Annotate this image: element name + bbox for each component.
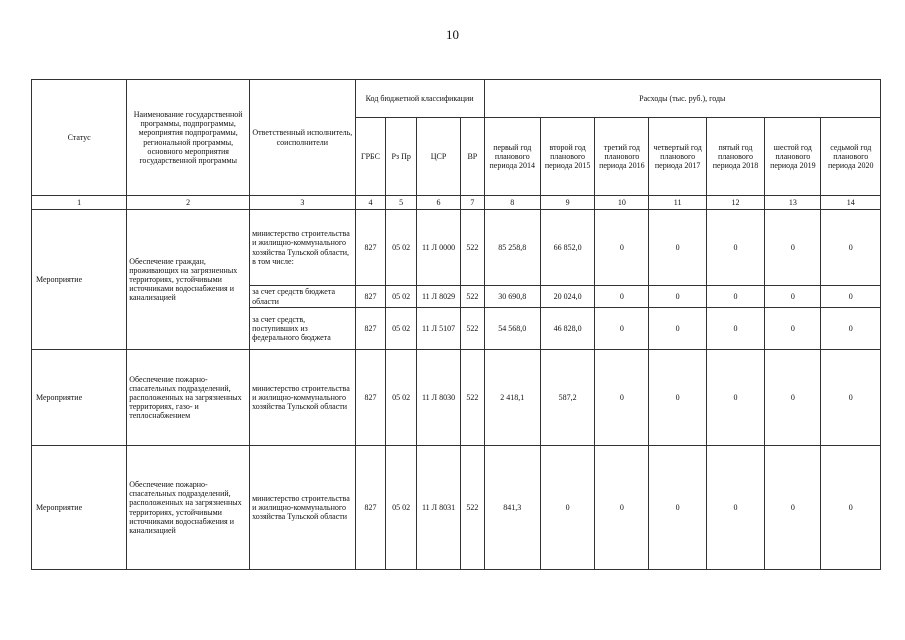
vr-cell: 522 [461,308,485,350]
grbs-cell: 827 [355,286,386,308]
header-expenses: Расходы (тыс. руб.), годы [484,80,880,118]
column-number-row [32,196,881,210]
grbs-cell: 827 [355,446,386,570]
grbs-cell: 827 [355,210,386,286]
column-number: 7 [461,196,485,210]
value-cell: 0 [821,446,881,570]
rzpr-cell: 05 02 [386,210,417,286]
vr-cell: 522 [461,286,485,308]
value-cell: 20 024,0 [540,286,594,308]
value-cell: 0 [706,210,764,286]
value-cell: 0 [595,446,649,570]
table-row [32,350,881,446]
value-cell: 0 [821,308,881,350]
value-cell: 0 [706,308,764,350]
value-cell: 46 828,0 [540,308,594,350]
value-cell: 0 [595,210,649,286]
value-cell: 0 [649,210,706,286]
table-row [32,446,881,570]
header-grbs: ГРБС [355,118,386,196]
column-number: 10 [595,196,649,210]
value-cell: 0 [595,308,649,350]
value-cell: 0 [765,308,821,350]
value-cell: 0 [821,286,881,308]
column-number: 1 [32,196,127,210]
csr-cell: 11 Л 8030 [417,350,461,446]
column-number: 14 [821,196,881,210]
measure-name: Обеспечение пожарно-спасательных подразделений, расположенных на загрязненных территориях, газо- и теплоснабжением [127,350,250,446]
responsible-cell: министерство строительства и жилищно-коммунального хозяйства Тульской области, в том числе: [250,210,355,286]
column-number: 4 [355,196,386,210]
column-number: 5 [386,196,417,210]
column-number: 8 [484,196,540,210]
responsible-cell: за счет средств, поступивших из федерального бюджета [250,308,355,350]
rzpr-cell: 05 02 [386,446,417,570]
column-number: 11 [649,196,706,210]
vr-cell: 522 [461,350,485,446]
column-number: 13 [765,196,821,210]
value-cell: 0 [649,286,706,308]
rzpr-cell: 05 02 [386,286,417,308]
header-rzpr: Рз Пр [386,118,417,196]
header-year: третий год планового периода 2016 [595,118,649,196]
value-cell: 0 [540,446,594,570]
measure-name: Обеспечение пожарно-спасательных подразделений, расположенных на загрязненных территориях, устойчивыми источниками водоснабжения и канализацией [127,446,250,570]
value-cell: 2 418,1 [484,350,540,446]
header-year: первый год планового периода 2014 [484,118,540,196]
column-number: 12 [706,196,764,210]
csr-cell: 11 Л 8029 [417,286,461,308]
rzpr-cell: 05 02 [386,350,417,446]
value-cell: 0 [706,286,764,308]
value-cell: 0 [765,350,821,446]
vr-cell: 522 [461,446,485,570]
grbs-cell: 827 [355,308,386,350]
value-cell: 0 [595,350,649,446]
header-year: седьмой год планового периода 2020 [821,118,881,196]
value-cell: 0 [765,286,821,308]
page-number: 10 [446,27,459,42]
value-cell: 0 [649,308,706,350]
budget-table [31,79,881,570]
column-number: 6 [417,196,461,210]
status-cell: Мероприятие [32,350,127,446]
value-cell: 0 [765,210,821,286]
table-row [32,210,881,286]
value-cell: 0 [595,286,649,308]
header-csr: ЦСР [417,118,461,196]
status-cell: Мероприятие [32,210,127,350]
value-cell: 0 [706,350,764,446]
column-number: 3 [250,196,355,210]
value-cell: 0 [649,350,706,446]
header-name: Наименование государственной программы, подпрограммы, мероприятия подпрограммы, региональной программы, основного мероприятия государственной программы [127,80,250,196]
measure-name: Обеспечение граждан, проживающих на загрязненных территориях, устойчивыми источниками водоснабжения и канализацией [127,210,250,350]
header-budget-code: Код бюджетной классификации [355,80,484,118]
value-cell: 0 [821,210,881,286]
header-year: пятый год планового периода 2018 [706,118,764,196]
header-status: Статус [32,80,127,196]
column-number: 9 [540,196,594,210]
column-number: 2 [127,196,250,210]
rzpr-cell: 05 02 [386,308,417,350]
vr-cell: 522 [461,210,485,286]
header-year: второй год планового периода 2015 [540,118,594,196]
grbs-cell: 827 [355,350,386,446]
header-year: шестой год планового периода 2019 [765,118,821,196]
header-year: четвертый год планового периода 2017 [649,118,706,196]
csr-cell: 11 Л 8031 [417,446,461,570]
value-cell: 85 258,8 [484,210,540,286]
csr-cell: 11 Л 0000 [417,210,461,286]
csr-cell: 11 Л 5107 [417,308,461,350]
responsible-cell: министерство строительства и жилищно-коммунального хозяйства Тульской области [250,446,355,570]
responsible-cell: за счет средств бюджета области [250,286,355,308]
value-cell: 0 [821,350,881,446]
header-responsible: Ответственный исполнитель, соисполнители [250,80,355,196]
responsible-cell: министерство строительства и жилищно-коммунального хозяйства Тульской области [250,350,355,446]
value-cell: 66 852,0 [540,210,594,286]
status-cell: Мероприятие [32,446,127,570]
value-cell: 30 690,8 [484,286,540,308]
value-cell: 841,3 [484,446,540,570]
value-cell: 587,2 [540,350,594,446]
value-cell: 0 [706,446,764,570]
value-cell: 0 [765,446,821,570]
header-vr: ВР [461,118,485,196]
value-cell: 54 568,0 [484,308,540,350]
value-cell: 0 [649,446,706,570]
